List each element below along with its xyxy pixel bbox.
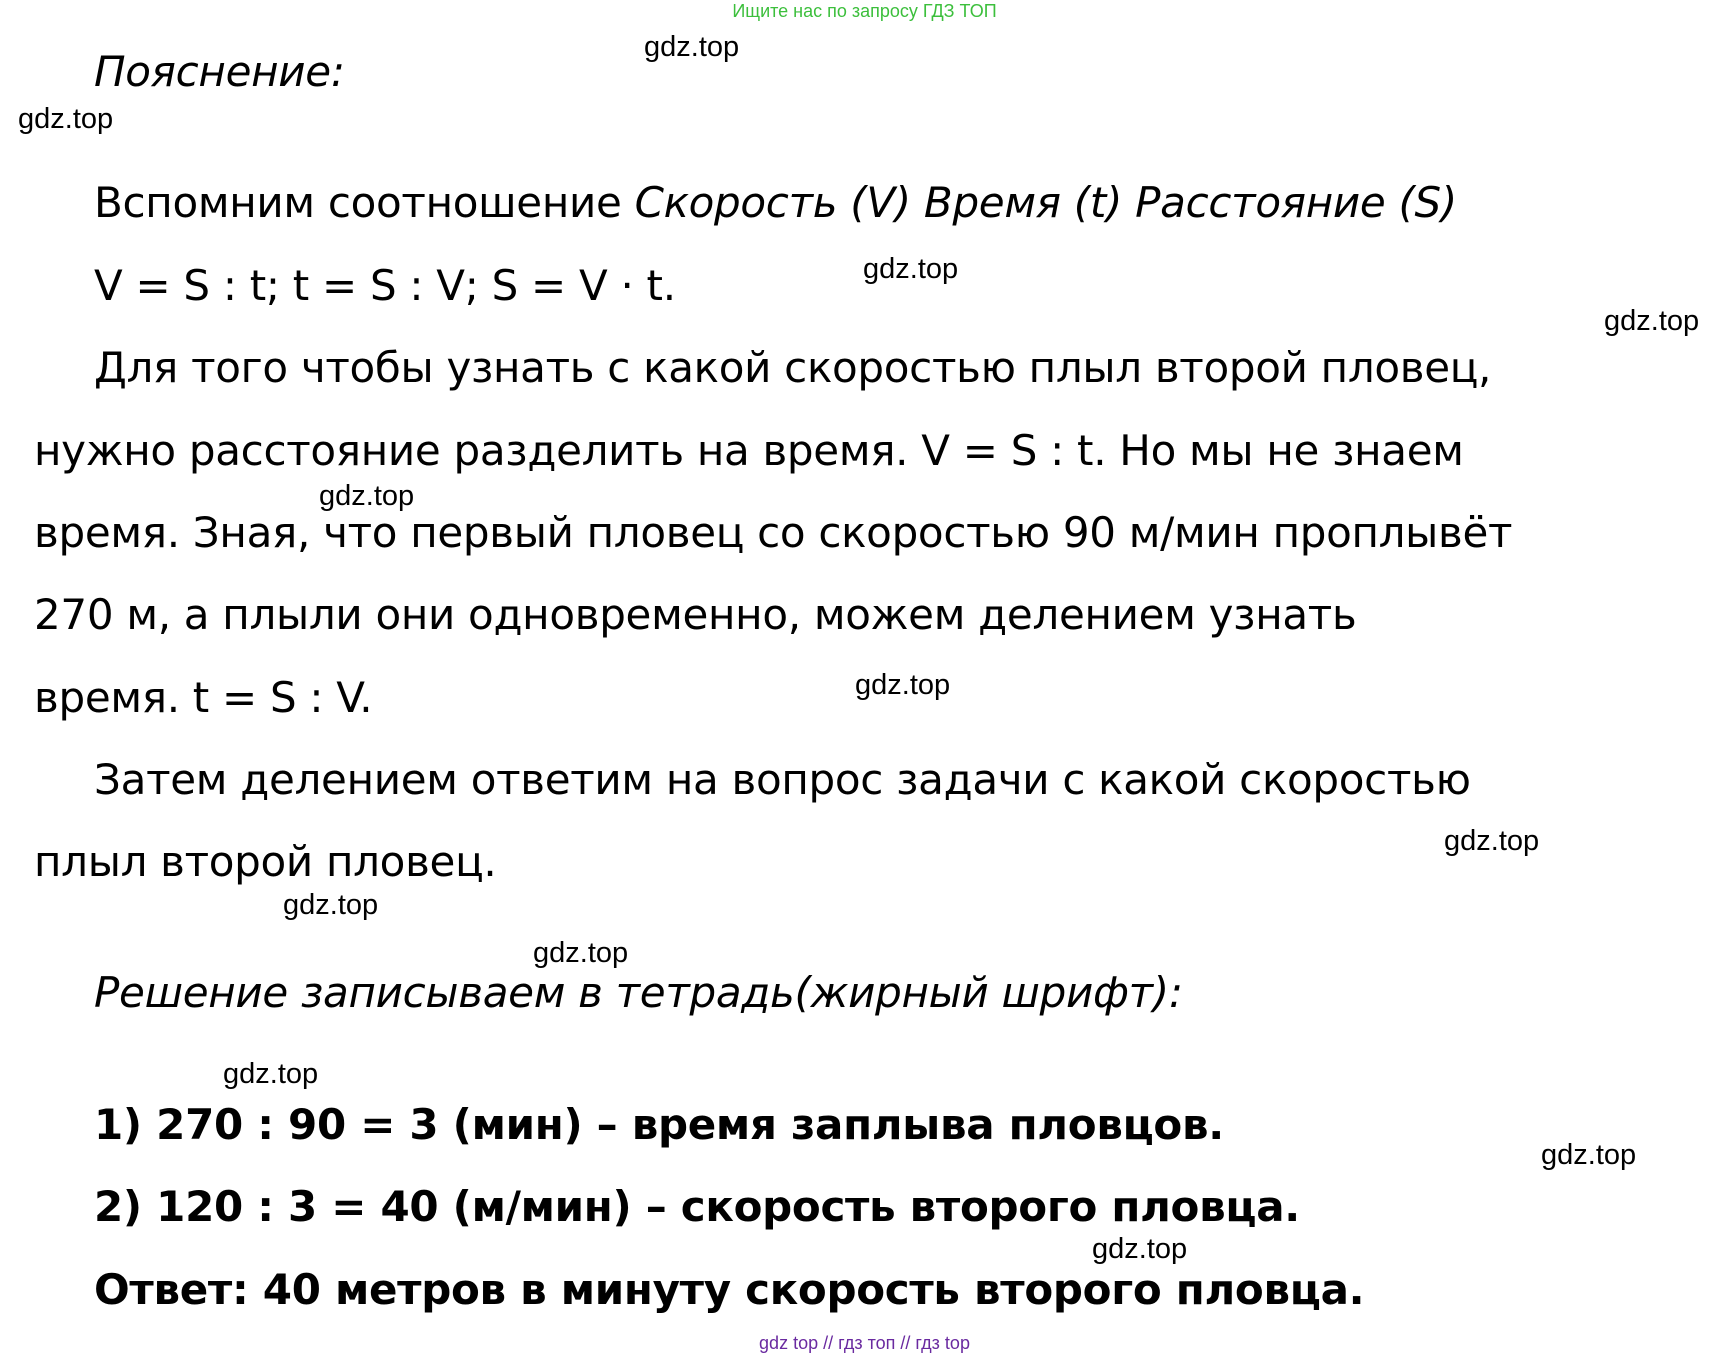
watermark: gdz.top	[283, 889, 379, 921]
watermark: gdz.top	[855, 669, 951, 701]
answer-line: Ответ: 40 метров в минуту скорость второго пловца.	[94, 1265, 1365, 1314]
watermark: gdz.top	[1541, 1139, 1637, 1171]
watermark: gdz.top	[863, 253, 959, 285]
paragraph-1-line: время. Зная, что первый пловец со скоростью 90 м/мин проплывёт	[34, 508, 1513, 557]
recall-relation: Скорость (V) Время (t) Расстояние (S)	[634, 178, 1457, 227]
top-search-banner: Ищите нас по запросу ГДЗ ТОП	[732, 1, 997, 21]
recall-prefix: Вспомним соотношение	[94, 178, 635, 227]
recall-line	[94, 175, 1457, 231]
paragraph-1-line: время. t = S : V.	[34, 673, 373, 722]
watermark: gdz.top	[1604, 305, 1700, 337]
watermark: gdz.top	[533, 937, 629, 969]
watermark: gdz.top	[644, 31, 740, 63]
paragraph-1-line: 270 м, а плыли они одновременно, можем делением узнать	[34, 590, 1357, 639]
paragraph-2-line: плыл второй пловец.	[34, 837, 497, 886]
solution-step: 1) 270 : 90 = 3 (мин) – время заплыва пловцов.	[94, 1100, 1224, 1149]
watermark: gdz.top	[18, 103, 114, 135]
watermark: gdz.top	[319, 480, 415, 512]
formulas-line: V = S : t; t = S : V; S = V · t.	[94, 261, 676, 310]
watermark: gdz.top	[1444, 825, 1540, 857]
paragraph-1-line: нужно расстояние разделить на время. V = S : t. Но мы не знаем	[34, 426, 1464, 475]
footer-links: gdz top // гдз топ // гдз top	[759, 1333, 970, 1353]
watermark: gdz.top	[1092, 1233, 1188, 1265]
watermark: gdz.top	[223, 1058, 319, 1090]
paragraph-1-line: Для того чтобы узнать с какой скоростью плыл второй пловец,	[94, 343, 1492, 392]
paragraph-2-line: Затем делением ответим на вопрос задачи с какой скоростью	[94, 755, 1471, 804]
solution-step: 2) 120 : 3 = 40 (м/мин) – скорость второго пловца.	[94, 1182, 1300, 1231]
explanation-heading: Пояснение:	[94, 47, 345, 96]
solution-heading: Решение записываем в тетрадь(жирный шрифт):	[94, 968, 1183, 1017]
